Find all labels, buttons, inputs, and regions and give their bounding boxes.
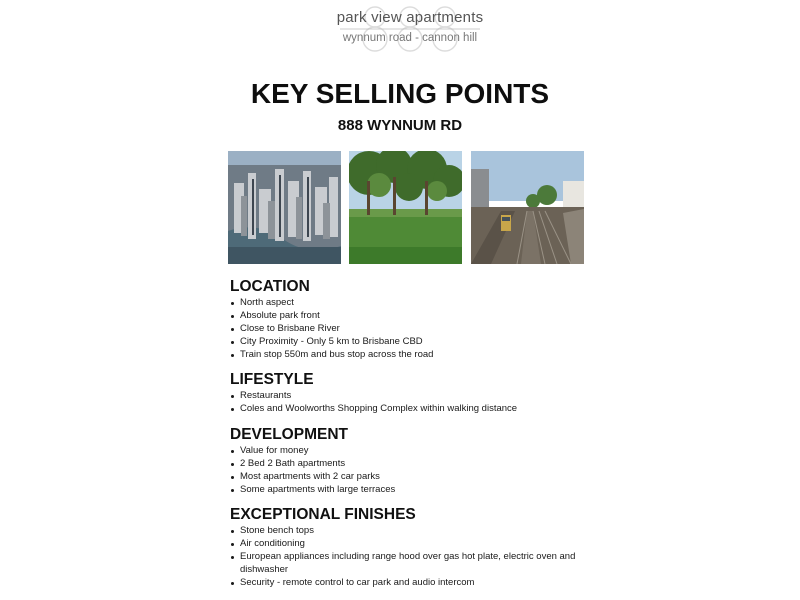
location-list [230, 297, 590, 362]
section-heading-development: DEVELOPMENT [230, 426, 348, 443]
list-item: European appliances including range hood over gas hot plate, electric oven and dishwasher [230, 551, 580, 577]
list-item: North aspect [230, 297, 590, 310]
list-item: City Proximity - Only 5 km to Brisbane CBD [230, 336, 590, 349]
list-item: Most apartments with 2 car parks [230, 471, 590, 484]
photo-train-station [471, 151, 584, 264]
photo-city-aerial [228, 151, 341, 264]
address-subtitle: 888 WYNNUM RD [337, 117, 463, 134]
logo-tagline: wynnum road - cannon hill [342, 32, 478, 44]
list-item: Train stop 550m and bus stop across the road [230, 349, 590, 362]
list-item: Air conditioning [230, 538, 580, 551]
logo [335, 2, 485, 54]
lifestyle-list [230, 390, 590, 416]
development-list [230, 445, 590, 497]
finishes-list [230, 525, 580, 590]
section-heading-exceptional-finishes: EXCEPTIONAL FINISHES [230, 506, 416, 523]
logo-name: park view apartments [336, 9, 484, 26]
section-heading-lifestyle: LIFESTYLE [230, 371, 314, 388]
photo-park [349, 151, 462, 264]
list-item: Stone bench tops [230, 525, 580, 538]
list-item: Absolute park front [230, 310, 590, 323]
list-item: 2 Bed 2 Bath apartments [230, 458, 590, 471]
list-item: Coles and Woolworths Shopping Complex within walking distance [230, 403, 590, 416]
page-title: KEY SELLING POINTS [250, 78, 550, 109]
list-item: Security - remote control to car park and audio intercom [230, 577, 580, 590]
list-item: Restaurants [230, 390, 590, 403]
list-item: Value for money [230, 445, 590, 458]
list-item: Close to Brisbane River [230, 323, 590, 336]
list-item: Some apartments with large terraces [230, 484, 590, 497]
section-heading-location: LOCATION [230, 278, 310, 295]
